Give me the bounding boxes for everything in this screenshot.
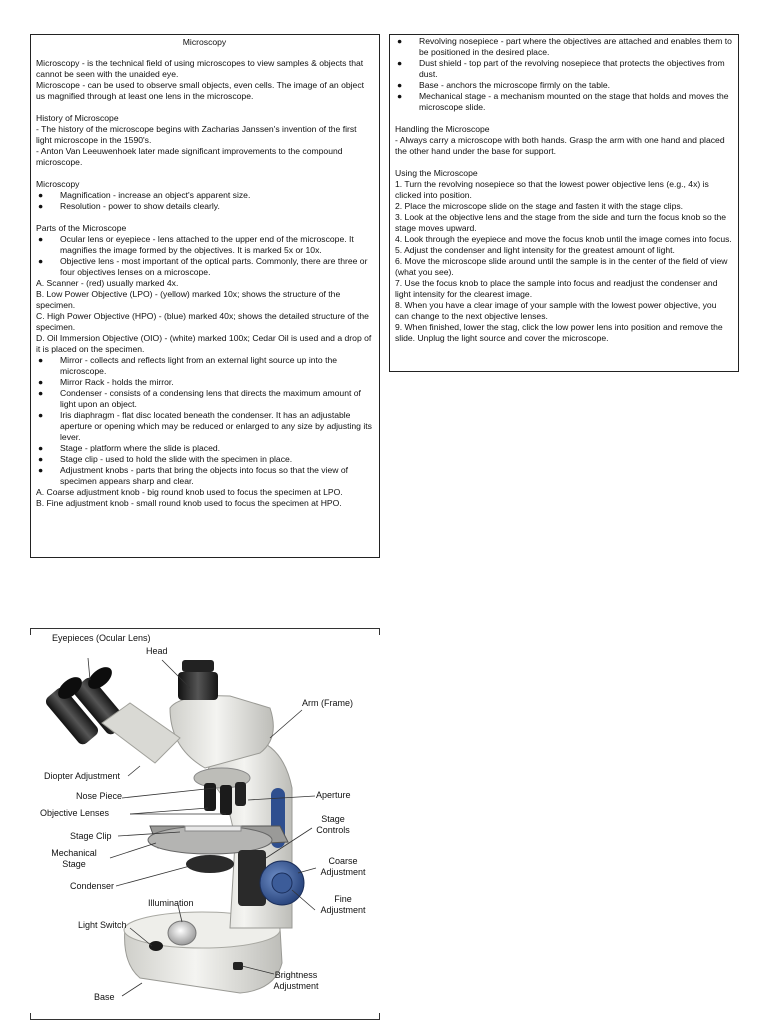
microscopy-heading: Microscopy [36,179,80,189]
label-aperture: Aperture [316,790,351,800]
bullet-icon: ● [38,355,44,365]
label-stage-controls: Stage Controls [316,814,350,835]
objective-item: A. Scanner - (red) usually marked 4x. [36,278,179,288]
label-condenser: Condenser [70,881,115,891]
label-fine-adjustment: Fine Adjustment [320,894,366,915]
label-light-switch: Light Switch [78,920,127,930]
bullet-icon: ● [38,454,44,464]
step-item: 8. When you have a clear image of your sample with the lowest power objective, you can change to the next objective lenses. [395,300,717,321]
bullet-item: ● Objective lens - most important of the optical parts. Commonly, there are three or four objectives lenses on a microscope. [38,256,368,277]
head-part [170,660,273,768]
step-item: 6. Move the microscope slide around until the sample is in the center of the field of view (what you see). [395,256,728,277]
handling-text: - Always carry a microscope with both hands. Grasp the arm with one hand and placed the other hand under the base for support. [395,135,725,156]
label-illumination: Illumination [148,898,194,908]
handling-heading: Handling the Microscope [395,124,490,134]
bullet-icon: ● [397,80,403,90]
camera-port [178,672,218,700]
bullet-icon: ● [38,410,44,420]
history-item: - The history of the microscope begins with Zacharias Janssen's invention of the first light microscope in the 1590's. [36,124,357,145]
intro-paragraph: Microscopy - is the technical field of using microscopes to view samples & objects that cannot be seen with the unaided eye. [36,58,364,79]
step-item: 3. Look at the objective lens and the stage from the side and turn the focus knob so the stage moves upward. [395,212,727,233]
bullet-icon: ● [38,443,44,453]
microscope-diagram [30,628,380,1020]
label-brightness-adjustment: Brightness Adjustment [273,970,319,991]
label-base: Base [94,992,115,1002]
bullet-item: ● Ocular lens or eyepiece - lens attached to the upper end of the microscope. It magnifies the image formed by the objectives. It is marked 5x or 10x. [38,234,354,255]
microscopy-notes-right [389,34,739,372]
objective-item: D. Oil Immersion Objective (OIO) - (white) marked 100x; Cedar Oil is used and a drop of it is placed on the specimen. [36,333,372,354]
bullet-item: ● Stage clip - used to hold the slide with the specimen in place. [38,454,293,464]
using-heading: Using the Microscope [395,168,478,178]
label-nosepiece: Nose Piece [76,791,123,801]
bullet-icon: ● [38,234,44,244]
bullet-item: ● Mirror - collects and reflects light from an external light source up into the microscope. [38,355,338,376]
microscopy-notes-left [30,34,380,558]
bullet-icon: ● [38,256,44,266]
knob-item: A. Coarse adjustment knob - big round knob used to focus the specimen at LPO. [36,487,343,497]
step-item: 9. When finished, lower the stag, click the low power lens into position and remove the slide. Unplug the light source and cover the microscope. [395,322,723,343]
brightness-knob [233,962,243,970]
bullet-icon: ● [38,377,44,387]
bullet-item: ● Mirror Rack - holds the mirror. [38,377,174,387]
bullet-icon: ● [397,58,403,68]
section-title: Microscopy [182,37,227,47]
bullet-icon: ● [397,91,403,101]
bullet-item: ● Stage - platform where the slide is placed. [38,443,221,453]
objective-item: B. Low Power Objective (LPO) - (yellow) marked 10x; shows the structure of the specimen. [36,289,341,310]
history-heading: History of Microscope [36,113,119,123]
bullet-item: ● Magnification - increase an object's apparent size. [38,190,251,200]
label-stage-clip: Stage Clip [70,831,112,841]
step-item: 7. Use the focus knob to place the sample into focus and readjust the condenser and light intensity for the clearest image. [395,278,718,299]
bullet-item: ● Revolving nosepiece - part where the objectives are attached and enables them to be positioned in the desired place. [397,36,732,57]
bullet-item: ● Dust shield - top part of the revolving nosepiece that protects the objectives from dust. [397,58,725,79]
objective-item: C. High Power Objective (HPO) - (blue) marked 40x; shows the detailed structure of the specimen. [36,311,369,332]
bullet-icon: ● [397,36,403,46]
step-item: 5. Adjust the condenser and light intensity for the greatest amount of light. [395,245,675,255]
bullet-item: ● Adjustment knobs - parts that bring the objects into focus so that the view of specimen appears sharp and clear. [38,465,349,486]
label-arm: Arm (Frame) [302,698,353,708]
bullet-item: ● Condenser - consists of a condensing lens that directs the maximum amount of light upon an object. [38,388,361,409]
illumination-lamp [168,921,196,945]
bullet-icon: ● [38,201,44,211]
history-item: - Anton Van Leeuwenhoek later made significant improvements to the compound microscope. [36,146,343,167]
bullet-item: ● Mechanical stage - a mechanism mounted on the stage that holds and moves the microscope slide. [397,91,729,112]
eyepieces-part [44,663,180,763]
label-eyepieces: Eyepieces (Ocular Lens) [52,633,151,643]
bullet-item: ● Base - anchors the microscope firmly on the table. [397,80,611,90]
light-switch-knob [149,941,163,951]
label-objective-lenses: Objective Lenses [40,808,110,818]
bullet-icon: ● [38,190,44,200]
step-item: 2. Place the microscope slide on the stage and fasten it with the stage clips. [395,201,684,211]
bullet-icon: ● [38,465,44,475]
label-mechanical-stage: Mechanical Stage [51,848,97,869]
parts-heading: Parts of the Microscope [36,223,127,233]
condenser-unit [186,855,234,873]
knob-item: B. Fine adjustment knob - small round knob used to focus the specimen at HPO. [36,498,342,508]
bullet-icon: ● [38,388,44,398]
label-head: Head [146,646,168,656]
step-item: 1. Turn the revolving nosepiece so that the lowest power objective lens (e.g., 4x) is clicked into position. [395,179,709,200]
bullet-item: ● Resolution - power to show details clearly. [38,201,220,211]
label-coarse-adjustment: Coarse Adjustment [320,856,366,877]
step-item: 4. Look through the eyepiece and move the focus knob until the image comes into focus. [395,234,732,244]
label-diopter: Diopter Adjustment [44,771,121,781]
slide [185,826,241,831]
bullet-item: ● Iris diaphragm - flat disc located beneath the condenser. It has an adjustable aperture or opening which may be reduced or enlarged to any size by adjusting its lever. [38,410,372,442]
fine-adjustment-knob [272,873,292,893]
intro-paragraph: Microscope - can be used to observe small objects, even cells. The image of an object us magnified through at least one lens in the microscope. [36,80,365,101]
